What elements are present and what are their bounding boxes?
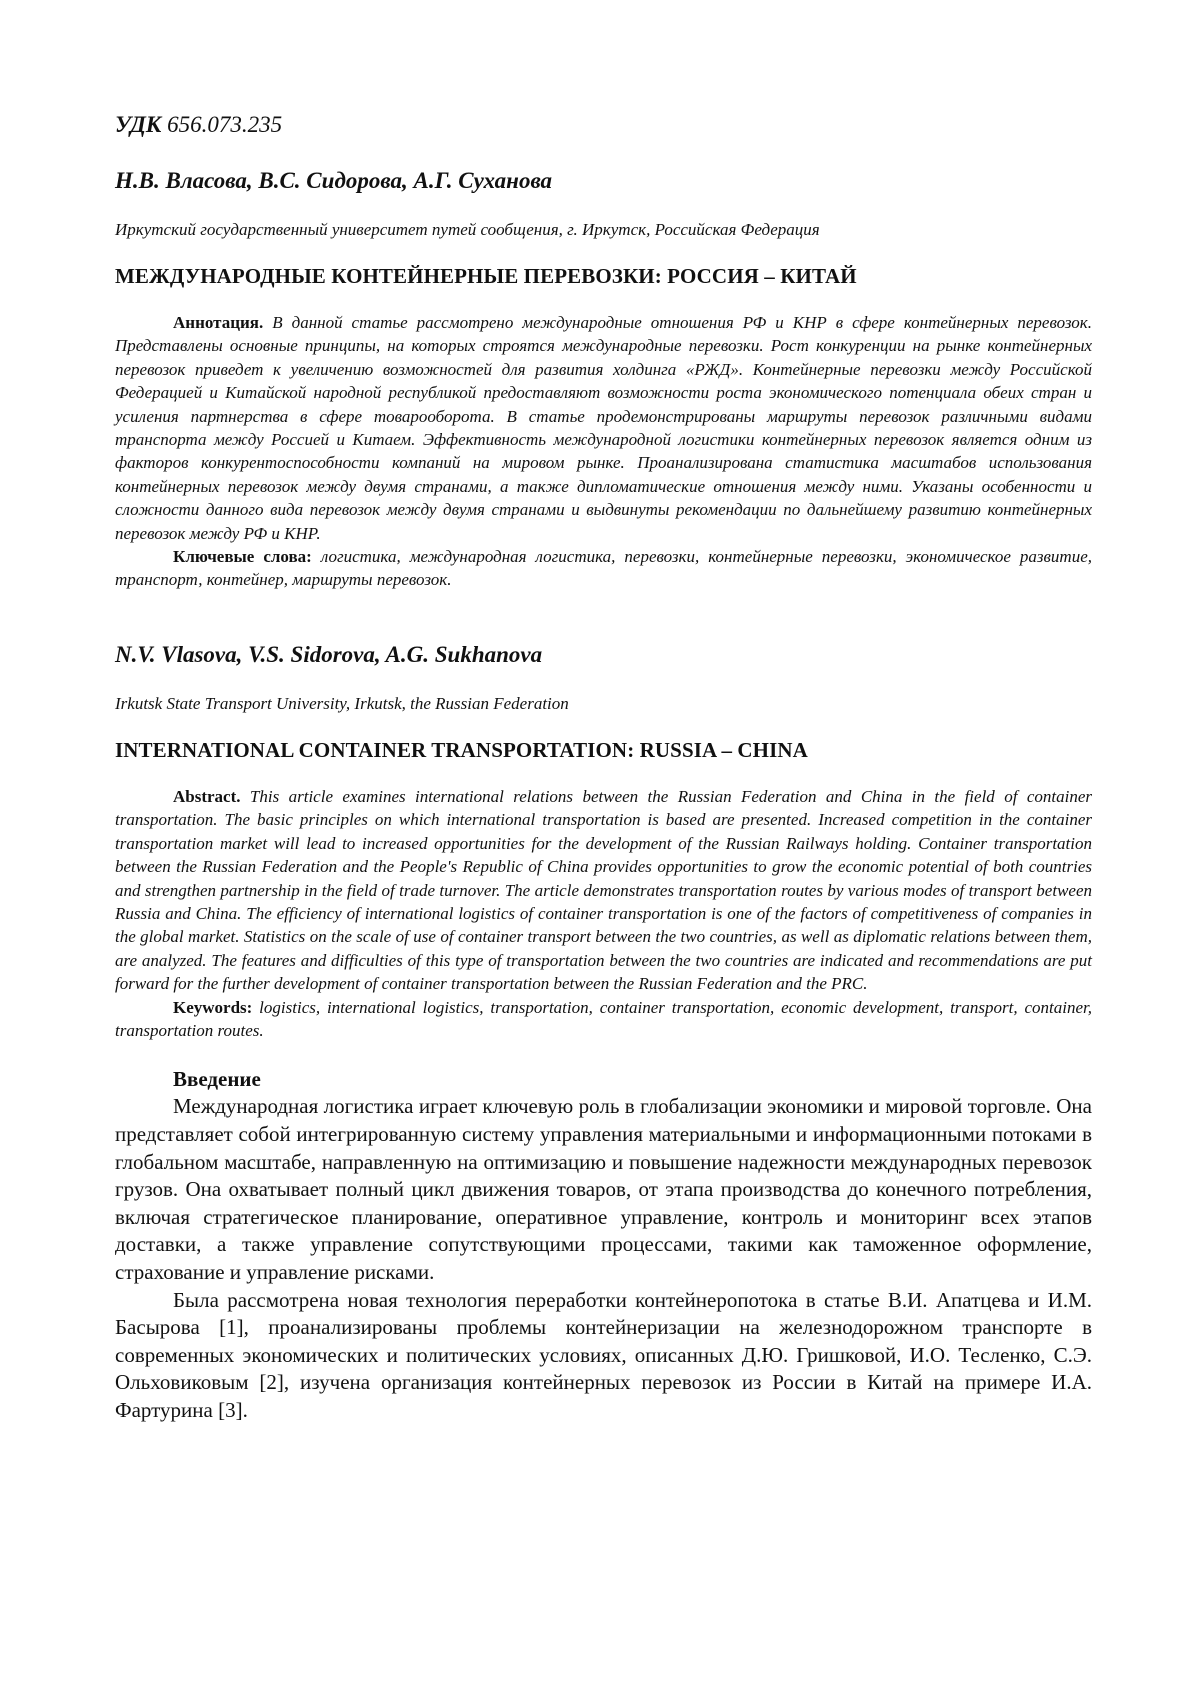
keywords-en-text: logistics, international logistics, transportation, container transportation, economic development, transport, container, transportation routes. <box>115 998 1092 1040</box>
body-paragraph: Международная логистика играет ключевую роль в глобализации экономики и мировой торговле. Она представляет собой интегрированную систему управления материальными и информационными потоками в глобальном масштабе, направленную на оптимизацию и повышение надежности международных перевозок грузов. Она охватывает полный цикл движения товаров, от этапа производства до конечного потребления, включая стратегическое планирование, оперативное управление, контроль и мониторинг всех этапов доставки, а также управление сопутствующими процессами, такими как таможенное оформление, страхование и управление рисками. <box>115 1093 1092 1286</box>
authors-en: N.V. Vlasova, V.S. Sidorova, A.G. Sukhanova <box>115 642 1092 668</box>
abstract-ru-paragraph <box>115 311 1092 545</box>
abstract-en-paragraph <box>115 785 1092 996</box>
udk-line <box>115 112 1092 138</box>
authors-ru: Н.В. Власова, В.С. Сидорова, А.Г. Суханова <box>115 168 1092 194</box>
abstract-ru <box>115 311 1092 592</box>
udk-number: 656.073.235 <box>161 112 282 137</box>
paper-page <box>0 0 1200 1697</box>
affiliation-en: Irkutsk State Transport University, Irkutsk, the Russian Federation <box>115 694 1092 714</box>
title-en: INTERNATIONAL CONTAINER TRANSPORTATION: RUSSIA – CHINA <box>115 738 1092 763</box>
keywords-en-label: Keywords: <box>173 998 252 1017</box>
section-gap <box>115 592 1092 642</box>
keywords-ru-text: логистика, международная логистика, перевозки, контейнерные перевозки, экономическое развитие, транспорт, контейнер, маршруты перевозок. <box>115 547 1092 589</box>
keywords-en-paragraph <box>115 996 1092 1043</box>
udk-label: УДК <box>115 112 161 137</box>
affiliation-ru: Иркутский государственный университет путей сообщения, г. Иркутск, Российская Федерация <box>115 220 1092 240</box>
abstract-ru-label: Аннотация. <box>173 313 263 332</box>
body-paragraph: Была рассмотрена новая технология переработки контейнеропотока в статье В.И. Апатцева и И.М. Басырова [1], проанализированы проблемы контейнеризации на железнодорожном транспорте в современных экономических и политических условиях, описанных Д.Ю. Гришковой, И.О. Тесленко, С.Э. Ольховиковым [2], изучена организация контейнерных перевозок из России в Китай на примере И.А. Фартурина [3]. <box>115 1287 1092 1425</box>
keywords-ru-paragraph <box>115 545 1092 592</box>
abstract-en-label: Abstract. <box>173 787 241 806</box>
body-text <box>115 1093 1092 1424</box>
abstract-en <box>115 785 1092 1042</box>
abstract-en-text: This article examines international relations between the Russian Federation and China in the field of container transportation. The basic principles on which international transportation is based are presented. Increased competition in the container transportation market will lead to increased opportunities for the development of the Russian Railways holding. Container transportation between the Russian Federation and the People's Republic of China provides opportunities to grow the economic potential of both countries and strengthen partnership in the field of trade turnover. The article demonstrates transportation routes by various modes of transport between Russia and China. The efficiency of international logistics of container transportation is one of the factors of competitiveness of companies in the global market. Statistics on the scale of use of container transport between the two countries, as well as diplomatic relations between them, are analyzed. The features and difficulties of this type of transportation between the two countries are indicated and recommendations are put forward for the further development of container transportation between the Russian Federation and the PRC. <box>115 787 1092 993</box>
keywords-ru-label: Ключевые слова: <box>173 547 312 566</box>
abstract-ru-text: В данной статье рассмотрено международные отношения РФ и КНР в сфере контейнерных перевозок. Представлены основные принципы, на которых строятся международные перевозки. Рост конкуренции на рынке контейнерных перевозок приведет к увеличению возможностей для развития холдинга «РЖД». Контейнерные перевозки между Российской Федерацией и Китайской народной республикой предоставляют возможности роста экономического потенциала обеих стран и усиления партнерства в сфере товарооборота. В статье продемонстрированы маршруты перевозок различными видами транспорта между Россией и Китаем. Эффективность международной логистики контейнерных перевозок является одним из факторов конкурентоспособности компаний на мировом рынке. Проанализирована статистика масштабов использования контейнерных перевозок между двумя странами, а также дипломатические отношения между ними. Указаны особенности и сложности данного вида перевозок между двумя странами и выдвинуты рекомендации по дальнейшему развитию контейнерных перевозок между РФ и КНР. <box>115 313 1092 543</box>
section-title-introduction: Введение <box>173 1066 1092 1093</box>
section-gap <box>115 1042 1092 1066</box>
title-ru: МЕЖДУНАРОДНЫЕ КОНТЕЙНЕРНЫЕ ПЕРЕВОЗКИ: РОССИЯ – КИТАЙ <box>115 264 1092 289</box>
